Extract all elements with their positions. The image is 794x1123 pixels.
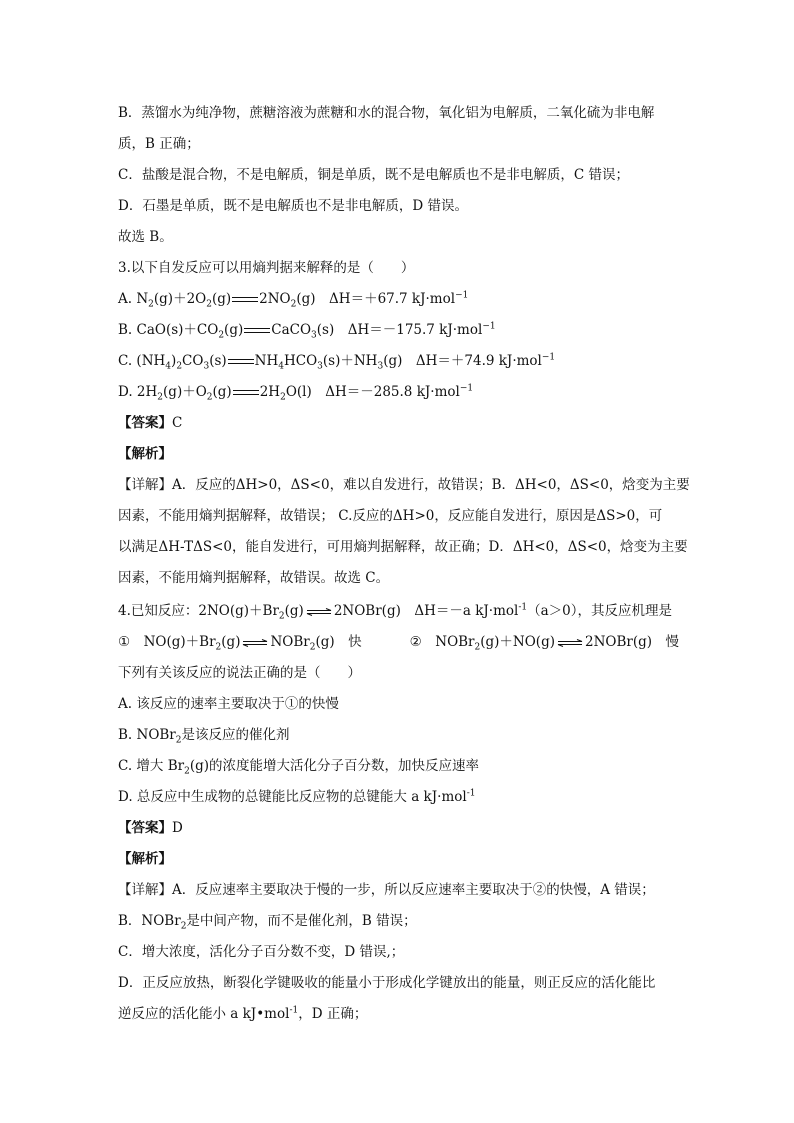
- question-4-stem: 4.已知反应：$2NO(g)+Br_2(g)$ 2NOBr(g) ΔH＝－a kJ·mol$^{-1}$（a＞0），其反应机理是: [118, 602, 673, 622]
- mechanism-step-2: ② NOBr$_2$(g)＋NO(g) 2NOBr(g) 慢: [409, 634, 680, 653]
- equilibrium-arrow-icon: [306, 608, 332, 616]
- question-3-stem: 3.以下自发反应可以用熵判据来解释的是（ ）: [118, 260, 415, 276]
- q4-detail-line: 【详解】A．反应速率主要取决于慢的一步，所以反应速率主要取决于②的快慢，A 错误；: [118, 882, 655, 898]
- q4-analysis-label: 【解析】: [118, 851, 172, 867]
- q4-detail-line: 逆反应的活化能小 a kJ•mol$^{-1}$，D 正确；: [118, 1005, 368, 1022]
- text-line: D．石墨是单质，既不是电解质也不是非电解质，D 错误。: [118, 198, 468, 214]
- q3-detail-line: 以满足ΔH-TΔS<0，能自发进行，可用熵判据解释，故正确；D．ΔH<0，ΔS<0，焓变为主要: [118, 539, 688, 555]
- q4-option-c: C. 增大 $Br_2(g)$的浓度能增大活化分子百分数，加快反应速率: [118, 758, 480, 777]
- q4-answer: 【答案】D: [118, 820, 183, 836]
- q4-detail-line: B．NOBr$_2$是中间产物，而不是催化剂，B 错误；: [118, 913, 417, 932]
- q3-detail-line: 因素，不能用熵判据解释，故错误。故选 C。: [118, 570, 390, 586]
- text-line: 故选 B。: [118, 229, 173, 245]
- q3-detail-line: 因素，不能用熵判据解释，故错误； C.反应的ΔH>0，反应能自发进行，原因是ΔS>0，可: [118, 508, 663, 524]
- equilibrium-arrow-icon: [242, 639, 268, 647]
- q3-answer: 【答案】C: [118, 415, 183, 431]
- text-line: B．蒸馏水为纯净物，蔗糖溶液为蔗糖和水的混合物，氧化铝为电解质，二氧化硫为非电解: [118, 105, 655, 121]
- text-line: 质，B 正确；: [118, 136, 200, 152]
- equals-sign-icon: [233, 390, 259, 396]
- q4-detail-line: C．增大浓度，活化分子百分数不变，D 错误,；: [118, 944, 405, 960]
- q3-option-a: A. $N_2(g)+2O_2(g)$ $2NO_2(g)$ ΔH＝＋67.7 kJ·mol$^{-1}$: [118, 290, 469, 310]
- q4-detail-line: D．正反应放热，断裂化学键吸收的能量小于形成化学键放出的能量，则正反应的活化能比: [118, 975, 656, 991]
- q3-detail-line: 【详解】A．反应的ΔH>0，ΔS<0，难以自发进行，故错误；B．ΔH<0，ΔS<0，焓变为主要: [118, 477, 690, 493]
- q4-question: 下列有关该反应的说法正确的是（ ）: [118, 665, 361, 681]
- q3-option-d: D. $2H_2(g)+O_2(g)$ $2H_2O(l)$ ΔH＝－285.8 kJ·mol$^{-1}$: [118, 383, 474, 403]
- mechanism-step-1: ① $NO(g)+Br_2(g)$ NOBr$_2$(g) 快: [118, 634, 362, 653]
- equals-sign-icon: [232, 297, 258, 303]
- equals-sign-icon: [228, 359, 254, 365]
- q4-mechanism: [118, 633, 684, 651]
- text-line: C．盐酸是混合物，不是电解质，铜是单质，既不是电解质也不是非电解质，C 错误；: [118, 167, 629, 183]
- q3-option-b: B. $CaO(s)+CO_2(g)$ CaCO$_3$(s) ΔH＝－175.7 kJ·mol$^{-1}$: [118, 321, 496, 341]
- equilibrium-arrow-icon: [557, 639, 583, 647]
- q4-option-b: B. NOBr$_2$是该反应的催化剂: [118, 727, 290, 746]
- q3-option-c: C. $(NH_4)_2CO_3(s)$ $NH_4HCO_3(s)+NH_3(g)$ ΔH＝＋74.9 kJ·mol$^{-1}$: [118, 352, 556, 372]
- q4-option-d: D. 总反应中生成物的总键能比反应物的总键能大 a kJ·mol$^{-1}$: [118, 788, 476, 805]
- equals-sign-icon: [244, 328, 270, 334]
- q3-analysis-label: 【解析】: [118, 446, 172, 462]
- q4-option-a: A. 该反应的速率主要取决于①的快慢: [118, 696, 339, 712]
